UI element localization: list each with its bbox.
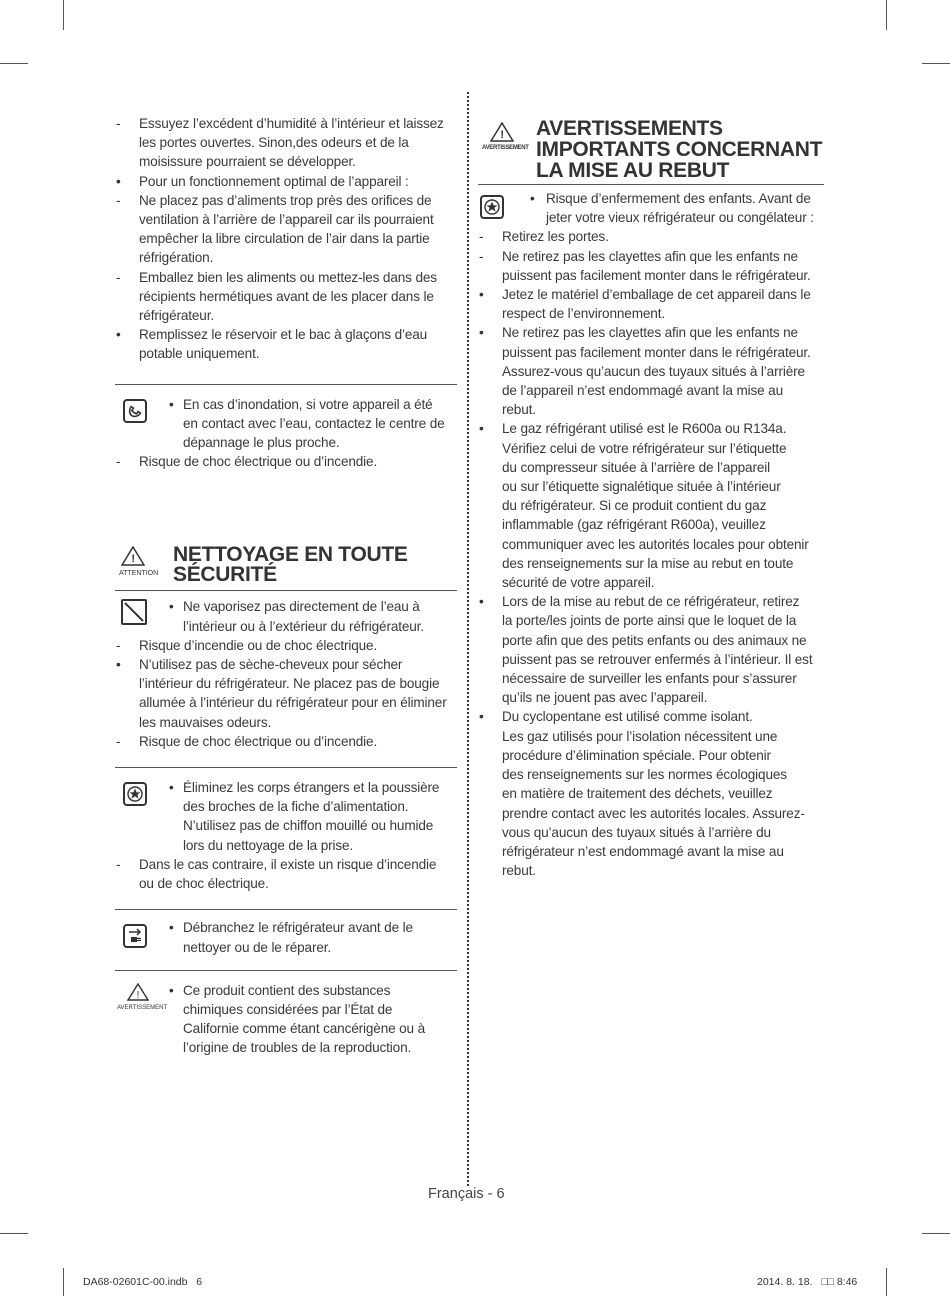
line-text: Ce produit contient des substances [183, 982, 391, 998]
svg-text:!: ! [136, 989, 140, 1001]
section-title-cleaning [115, 543, 457, 587]
line-text: Risque d’incendie ou de choc électrique. [139, 637, 378, 653]
intro-list [115, 114, 457, 364]
list-item [169, 395, 457, 414]
warning-label: AVERTISSEMENT [482, 145, 529, 151]
separator [115, 909, 457, 910]
bullet: • [169, 780, 174, 796]
line-text: Pour un fonctionnement optimal de l’appareil : [139, 173, 409, 189]
crop-mark [886, 0, 887, 30]
line-text: l’intérieur ou à l’extérieur du réfrigérateur. [183, 618, 424, 634]
separator [115, 767, 457, 768]
title-line: NETTOYAGE EN TOUTE [173, 543, 408, 567]
list-item [183, 797, 457, 816]
bullet: • [169, 396, 174, 412]
list-item [115, 210, 457, 229]
list-item [478, 227, 824, 246]
list-item [478, 419, 824, 438]
list-item [478, 362, 824, 381]
list-item [183, 816, 457, 835]
list-item [478, 861, 824, 880]
line-text: Assurez-vous qu’aucun des tuyaux situés à l’arrière [502, 363, 805, 379]
bullet: • [479, 421, 484, 437]
list-item [183, 1000, 457, 1019]
list-item [169, 597, 457, 616]
line-text: N’utilisez pas de chiffon mouillé ou humide [183, 818, 434, 834]
list-item [115, 693, 457, 712]
list-item [115, 191, 457, 210]
line-text: N’utilisez pas de sèche-cheveux pour sécher [139, 657, 403, 673]
line-text: Les gaz utilisés pour l’isolation nécessitent une [502, 728, 778, 744]
crop-mark [63, 1268, 64, 1296]
line-text: dépannage le plus proche. [183, 435, 340, 451]
list-item [478, 746, 824, 765]
list-item [183, 414, 457, 433]
disposal-list [478, 227, 824, 880]
star-icon [480, 195, 504, 219]
line-text: récipients hermétiques avant de les placer dans le [139, 288, 434, 304]
title-line: IMPORTANTS CONCERNANT [536, 138, 823, 161]
crop-mark [63, 0, 64, 30]
line-text: procédure d’élimination spéciale. Pour obtenir [502, 747, 771, 763]
line-text: du compresseur située à l’arrière de l’appareil [502, 459, 770, 475]
bullet: • [169, 982, 174, 998]
dust-text [169, 778, 457, 855]
title-line: SÉCURITÉ [173, 563, 277, 587]
list-item [115, 655, 457, 674]
list-item [478, 381, 824, 400]
line-text: du réfrigérateur. Si ce produit contient du gaz [502, 498, 767, 514]
list-item [115, 713, 457, 732]
line-text: puissent pas se retrouver enfermés à l’intérieur. Il est [502, 651, 813, 667]
line-text: sécurité de votre appareil. [502, 575, 655, 591]
list-item [478, 804, 824, 823]
line-text: prendre contact avec les autorités locales. Assurez- [502, 805, 805, 821]
line-text: potable uniquement. [139, 346, 260, 362]
list-item [478, 496, 824, 515]
dash: - [479, 248, 484, 264]
list-item [478, 631, 824, 650]
line-text: Éliminez les corps étrangers et la poussière [183, 780, 440, 796]
list-item [478, 323, 824, 342]
child-trap-text [530, 189, 824, 227]
line-text: Emballez bien les aliments ou mettez-les dans des [139, 269, 437, 285]
list-item [183, 1038, 457, 1057]
separator [115, 384, 457, 385]
list-item [183, 836, 457, 855]
line-text: l’origine de troubles de la reproduction. [183, 1040, 412, 1056]
list-item [115, 287, 457, 306]
dash: - [116, 116, 121, 131]
bullet: • [479, 709, 484, 725]
list-item [183, 1019, 457, 1038]
line-text: communiquer avec les autorités locales pour obtenir [502, 536, 809, 552]
bullet: • [169, 599, 174, 615]
list-item [478, 477, 824, 496]
list-item [478, 707, 824, 726]
phone-icon [123, 399, 147, 423]
title-line: AVERTISSEMENTS [536, 117, 723, 140]
list-item [115, 152, 457, 171]
line-text: des renseignements sur les normes écologiques [502, 767, 787, 783]
crop-mark [886, 1268, 887, 1296]
unplug-notice [115, 918, 457, 956]
list-item [183, 938, 457, 957]
right-column [478, 119, 824, 880]
list-item [183, 617, 457, 636]
line-text: réfrigération. [139, 250, 214, 266]
warning-triangle-icon [121, 546, 145, 566]
bullet: • [530, 191, 535, 206]
svg-text:!: ! [131, 553, 135, 566]
crop-mark [922, 63, 950, 64]
line-text: l’intérieur du réfrigérateur. Ne placez pas de bougie [139, 676, 440, 692]
line-text: rebut. [502, 863, 536, 879]
line-text: Jetez le matériel d’emballage de cet appareil dans le [502, 287, 811, 303]
list-item: - Risque de choc électrique ou d’incendie. [116, 454, 378, 470]
bullet: • [479, 594, 484, 610]
separator [115, 970, 457, 971]
line-text: respect de l’environnement. [502, 306, 665, 322]
bullet: • [479, 325, 484, 341]
list-item [478, 784, 824, 803]
list-item [478, 573, 824, 592]
line-text: Débranchez le réfrigérateur avant de le [183, 920, 413, 936]
list-item [478, 727, 824, 746]
line-text: Retirez les portes. [502, 229, 609, 245]
page-number: Français - 6 [428, 1186, 505, 1202]
bullet: • [169, 920, 174, 936]
line-text: puissent pas facilement monter dans le réfrigérateur. [502, 344, 811, 360]
dash: - [116, 192, 121, 208]
list-item [478, 515, 824, 534]
list-item: - Dans le cas contraire, il existe un risque d’incendie [116, 856, 437, 872]
line-text: puissent pas facilement monter dans le réfrigérateur. [502, 267, 811, 283]
line-text: Essuyez l’excédent d’humidité à l’intérieur et laissez [139, 116, 444, 131]
line-text: allumée à l’intérieur du réfrigérateur pour en éliminer [139, 695, 447, 711]
line-text: chimiques considérées par l’État de [183, 1001, 393, 1017]
file-slug: DA68-02601C-00.indb 6 [83, 1276, 203, 1288]
list-item [115, 325, 457, 344]
list-item [478, 439, 824, 458]
list-item [526, 189, 824, 208]
line-text: porte afin que des petits enfants ou des animaux ne [502, 632, 807, 648]
line-text: Lors de la mise au rebut de ce réfrigérateur, retirez [502, 594, 800, 610]
prohibited-icon [121, 599, 147, 625]
line-text: inflammable (gaz réfrigérant R600a), veuillez [502, 517, 766, 533]
dash: - [116, 733, 121, 749]
line-text: Californie comme étant cancérigène ou à [183, 1021, 425, 1037]
list-item [115, 229, 457, 248]
list-item [478, 650, 824, 669]
dash: - [116, 269, 121, 285]
crop-mark [0, 63, 28, 64]
list-item [115, 133, 457, 152]
list-item [115, 268, 457, 287]
unplug-icon [123, 924, 147, 948]
unplug-text [169, 918, 457, 956]
line-text: en contact avec l’eau, contactez le centre de [183, 415, 445, 431]
list-item [169, 778, 457, 797]
bullet: • [116, 657, 121, 673]
line-text: Ne retirez pas les clayettes afin que les enfants ne [502, 248, 798, 264]
child-trap-notice [478, 189, 824, 227]
line-text: nécessaire de surveiller les enfants pour s’assurer [502, 671, 797, 687]
list-item [478, 554, 824, 573]
bullet: • [479, 287, 484, 303]
warning-label: AVERTISSEMENT [117, 1004, 168, 1011]
list-item [478, 842, 824, 861]
line-text: Vérifiez celui de votre réfrigérateur sur l’étiquette [502, 440, 787, 456]
line-text: les mauvaises odeurs. [139, 714, 272, 730]
line-text: ou sur l’étiquette signalétique située à l’intérieur [502, 479, 781, 495]
line-text: ventilation à l’arrière de l’appareil car ils pourraient [139, 212, 434, 228]
list-item: ou de choc électrique. [139, 876, 269, 892]
line-text: Risque d’enfermement des enfants. Avant de [546, 191, 811, 206]
list-item [115, 114, 457, 133]
line-text: de l’appareil n’est endommagé avant la mise au [502, 383, 784, 399]
svg-text:!: ! [500, 129, 504, 141]
line-text: les portes ouvertes. Sinon,des odeurs et de la [139, 135, 409, 151]
left-column [115, 114, 457, 1058]
line-text: jeter votre vieux réfrigérateur ou congélateur : [546, 210, 814, 226]
bullet: • [116, 173, 121, 189]
list-item [478, 304, 824, 323]
list-item [478, 592, 824, 611]
list-item [169, 918, 457, 937]
list-item [478, 688, 824, 707]
crop-mark [0, 1233, 28, 1234]
line-text: empêcher la libre circulation de l’air dans la partie [139, 231, 430, 247]
line-text: Remplissez le réservoir et le bac à glaçons d’eau [139, 327, 428, 343]
dash: - [116, 637, 121, 653]
list-item [478, 285, 824, 304]
dash: - [479, 229, 484, 245]
list-item [115, 674, 457, 693]
list-item [478, 400, 824, 419]
list-item [115, 636, 457, 655]
date-slug: 2014. 8. 18. □□ 8:46 [757, 1276, 858, 1288]
list-item [115, 344, 457, 363]
list-item [478, 343, 824, 362]
star-icon [123, 782, 147, 806]
line-text: nettoyer ou de le réparer. [183, 939, 331, 955]
list-item [115, 172, 457, 191]
line-text: qu’ils ne jouent pas avec l’appareil. [502, 690, 708, 706]
flood-notice [115, 395, 457, 453]
warning-triangle-icon [490, 122, 514, 142]
cleaning-list [115, 636, 457, 751]
line-text: lors du nettoyage de la prise. [183, 837, 354, 853]
line-text: réfrigérateur n’est endommagé avant la mise au [502, 843, 784, 859]
chem-text [169, 981, 457, 1058]
bullet: • [116, 327, 121, 343]
line-text: Ne placez pas d’aliments trop près des orifices de [139, 192, 432, 208]
crop-mark [922, 1233, 950, 1234]
line-text: réfrigérateur. [139, 308, 214, 324]
warning-triangle-icon [127, 983, 149, 1001]
dust-notice [115, 778, 457, 855]
line-text: Ne vaporisez pas directement de l’eau à [183, 599, 420, 615]
chem-notice [115, 981, 457, 1058]
line-text: Du cyclopentane est utilisé comme isolant. [502, 709, 753, 725]
list-item [115, 732, 457, 751]
list-item [478, 765, 824, 784]
attention-label: ATTENTION [119, 570, 159, 578]
line-text: des broches de la fiche d’alimentation. [183, 799, 409, 815]
flood-text [169, 395, 457, 453]
column-divider [467, 92, 469, 1186]
line-text: Risque de choc électrique ou d’incendie. [139, 733, 378, 749]
list-item [183, 433, 457, 452]
section-title-disposal [478, 119, 824, 181]
list-item [526, 208, 824, 227]
separator [478, 184, 824, 185]
line-text: moisissure pourraient se développer. [139, 154, 356, 170]
line-text: Ne retirez pas les clayettes afin que les enfants ne [502, 325, 798, 341]
line-text: des renseignements sur la mise au rebut en toute [502, 555, 794, 571]
title-line: LA MISE AU REBUT [536, 159, 730, 182]
list-item [478, 823, 824, 842]
list-item [478, 535, 824, 554]
spray-text [169, 597, 457, 635]
line-text: En cas d’inondation, si votre appareil a été [183, 396, 433, 412]
line-text: rebut. [502, 402, 536, 418]
list-item [478, 266, 824, 285]
line-text: la porte/les joints de porte ainsi que le loquet de la [502, 613, 797, 629]
list-item [115, 248, 457, 267]
line-text: Le gaz réfrigérant utilisé est le R600a ou R134a. [502, 421, 787, 437]
list-item [478, 247, 824, 266]
line-text: en matière de traitement des déchets, veuillez [502, 786, 773, 802]
line-text: vous qu’aucun des tuyaux situés à l’arrière du [502, 824, 771, 840]
list-item [169, 981, 457, 1000]
list-item [478, 669, 824, 688]
separator [115, 590, 457, 591]
spray-notice [115, 597, 457, 635]
list-item [478, 611, 824, 630]
list-item [478, 458, 824, 477]
list-item [115, 306, 457, 325]
